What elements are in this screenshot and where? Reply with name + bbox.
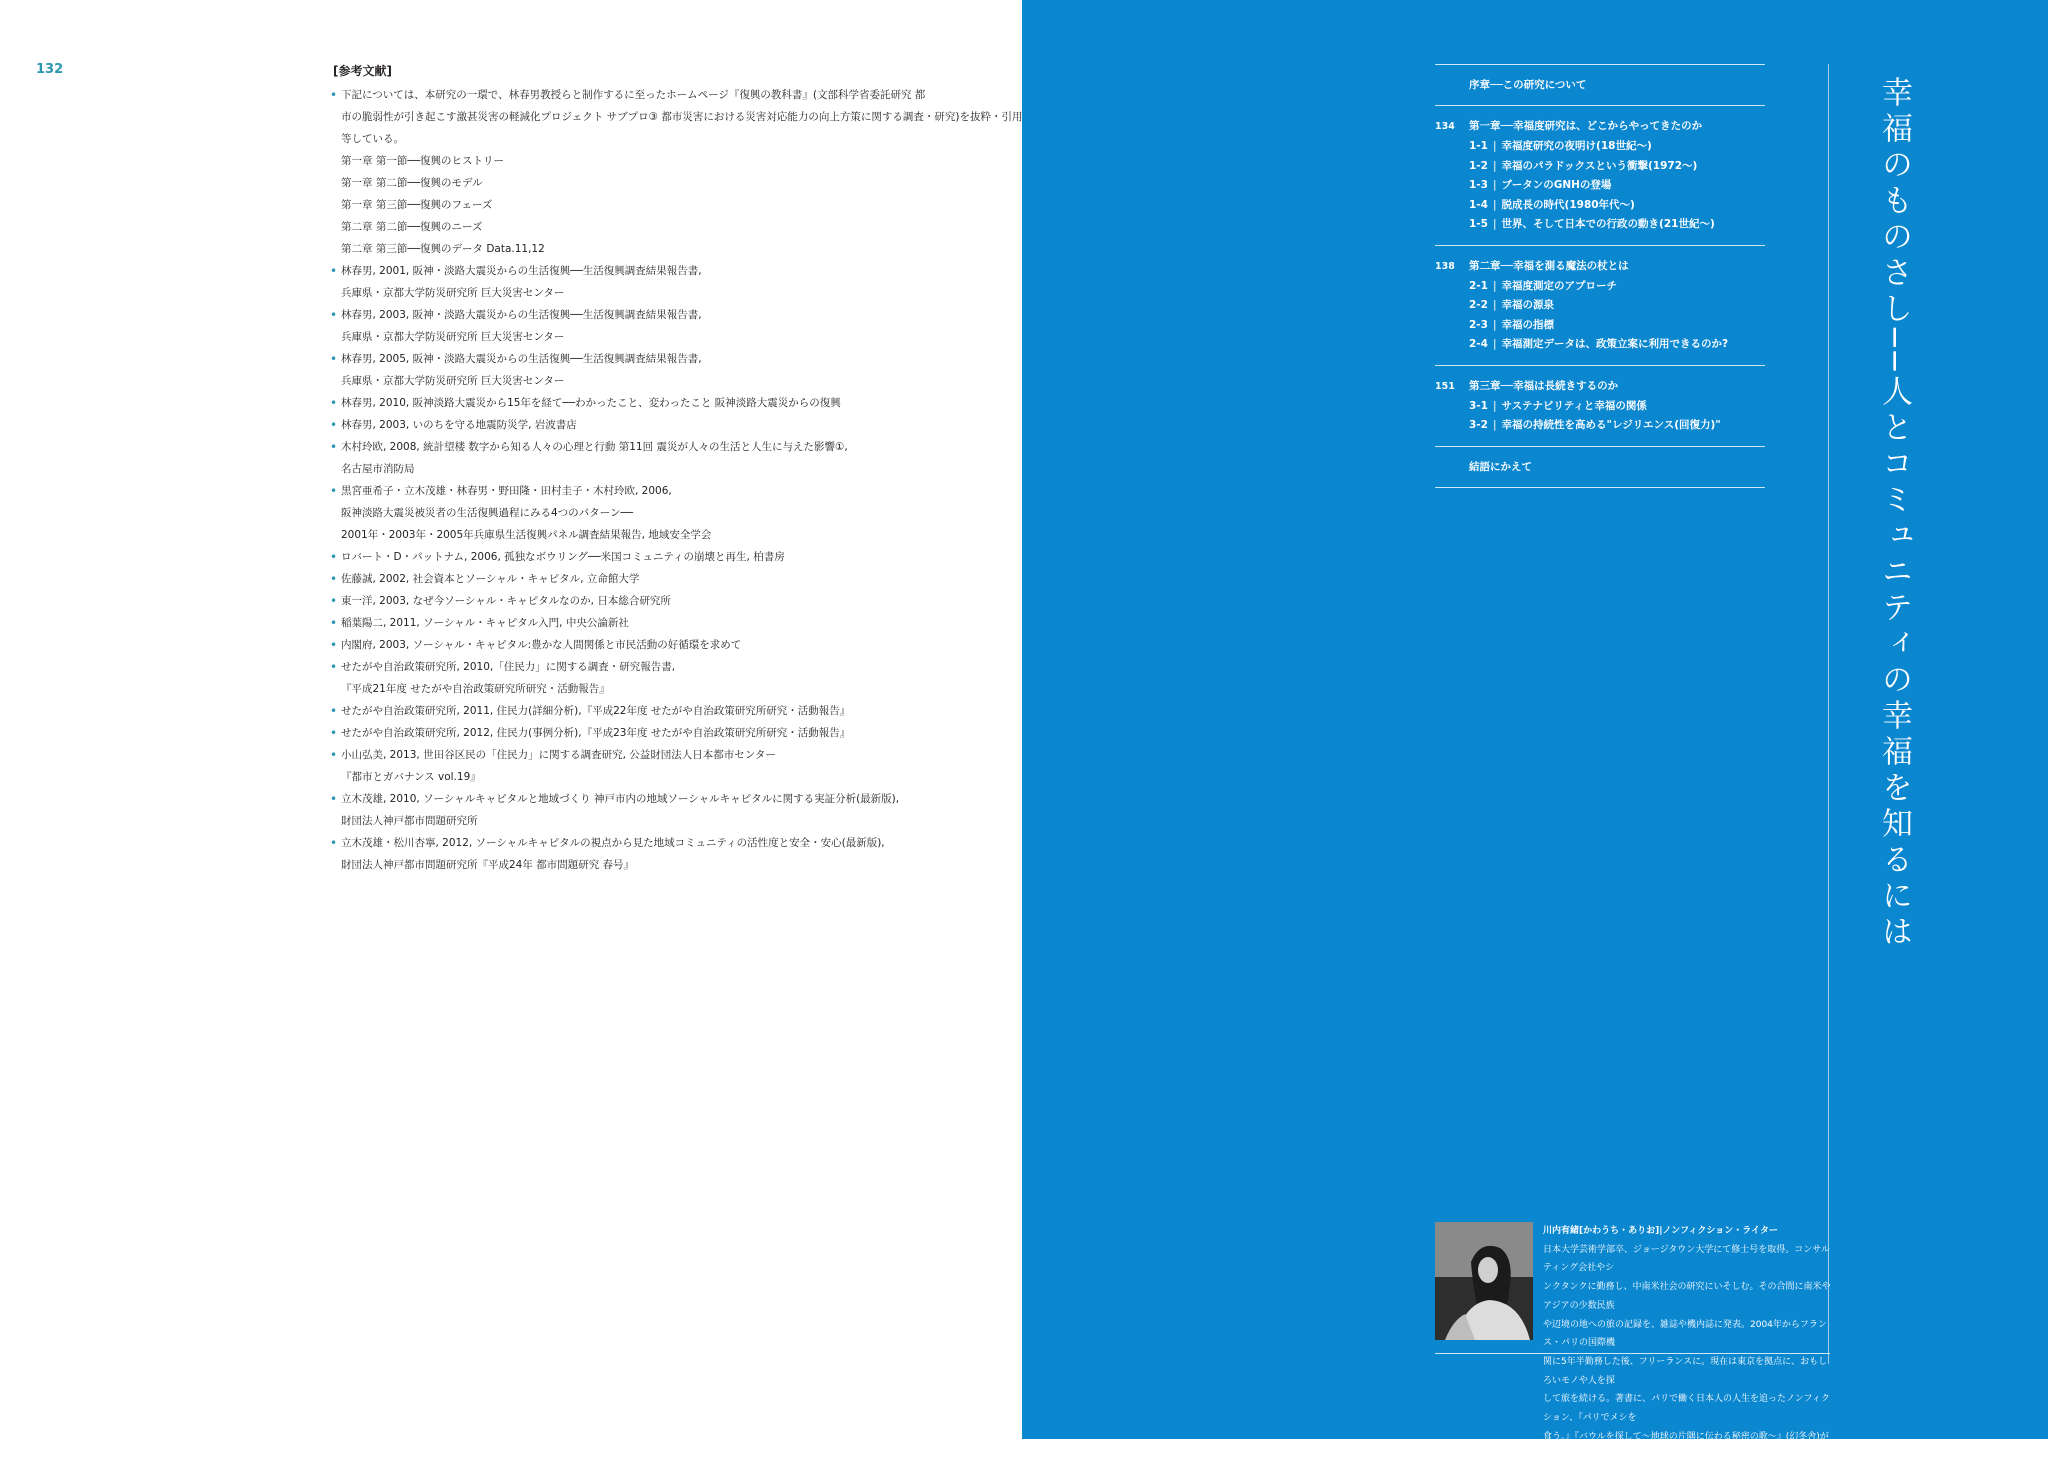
toc-subsection-number: 2-4 <box>1469 338 1488 350</box>
toc-chapter-title: 第一章──幸福度研究は、どこからやってきたのか <box>1469 120 1703 132</box>
reference-line: 阪神淡路大震災被災者の生活復興過程にみる4つのパターン── <box>341 507 634 519</box>
reference-item <box>333 656 973 700</box>
reference-item <box>333 722 973 744</box>
reference-line: 第一章 第三節──復興のフェーズ <box>341 199 493 211</box>
author-bio-line: ンクタンクに勤務し、中南米社会の研究にいそしむ。その合間に南米やアジアの少数民族 <box>1543 1282 1831 1311</box>
author-text <box>1543 1222 1833 1465</box>
book-title-vertical: 幸福のものさし──人とコミュニティの幸福を知るには <box>1876 76 1912 952</box>
author-bio-line: 食う。』『バウルを探して〜地球の片隅に伝わる秘密の歌〜』(幻冬舎)がある。 <box>1543 1431 1829 1461</box>
reference-line: 兵庫県・京都大学防災研究所 巨大災害センター <box>341 375 565 387</box>
reference-line: 『都市とガバナンス vol.19』 <box>341 771 481 783</box>
reference-line: • 稲葉陽二, 2011, ソーシャル・キャピタル入門, 中央公論新社 <box>341 617 629 629</box>
toc-section <box>1435 447 1765 487</box>
reference-item <box>333 216 973 238</box>
reference-line: • せたがや自治政策研究所, 2012, 住民力(事例分析),『平成23年度 せたがや自治政策研究所研究・活動報告』 <box>341 727 851 739</box>
author-bio-line: して旅を続ける。著書に、パリで働く日本人の人生を追ったノンフィクション、『パリでメシを <box>1543 1394 1830 1424</box>
reference-item <box>333 304 973 348</box>
toc-chapter <box>1435 376 1765 397</box>
reference-line: 第二章 第三節──復興のデータ Data.11,12 <box>341 243 545 255</box>
toc-subsection-number: 2-3 <box>1469 318 1488 331</box>
toc-subsection-number: 1-4 <box>1469 198 1488 211</box>
reference-item <box>333 194 973 216</box>
table-of-contents <box>1435 64 1765 488</box>
reference-line: • 佐藤誠, 2002, 社会資本とソーシャル・キャピタル, 立命館大学 <box>341 573 640 585</box>
reference-item <box>333 84 1023 150</box>
toc-rule <box>1435 487 1765 488</box>
toc-subsection-number: 1-5 <box>1469 218 1488 230</box>
reference-item <box>333 546 973 568</box>
toc-subsection-number: 1-1 <box>1469 140 1488 152</box>
reference-item <box>333 480 973 546</box>
reference-line: 市の脆弱性が引き起こす激甚災害の軽減化プロジェクト サブプロ③ 都市災害における災害対応能力の向上方策に関する調査・研究)を抜粋・引用 <box>341 111 1023 123</box>
author-bio-line: や辺境の地への旅の記録を、雑誌や機内誌に発表。2004年からフランス・パリの国際機 <box>1543 1319 1827 1349</box>
toc-subsection-title: 幸福度測定のアプローチ <box>1501 279 1618 292</box>
reference-item <box>333 436 973 480</box>
reference-item <box>333 832 973 876</box>
reference-item <box>333 700 973 722</box>
toc-separator: | <box>1492 279 1497 292</box>
reference-line: 第二章 第二節──復興のニーズ <box>341 221 483 233</box>
reference-line: • 立木茂雄, 2010, ソーシャルキャピタルと地域づくり 神戸市内の地域ソーシャルキャピタルに関する実証分析(最新版), <box>341 793 900 805</box>
toc-chapter-page: 138 <box>1435 260 1455 272</box>
toc-separator: | <box>1492 338 1497 350</box>
author-bio-line: 日本大学芸術学部卒、ジョージタウン大学にて修士号を取得。コンサルティング会社やシ <box>1543 1244 1830 1274</box>
toc-subsection-title: 幸福測定データは、政策立案に利用できるのか? <box>1501 338 1729 350</box>
toc-separator: | <box>1492 159 1497 172</box>
reference-item <box>333 238 973 260</box>
toc-section <box>1435 246 1765 365</box>
reference-line: • 林春男, 2001, 阪神・淡路大震災からの生活復興──生活復興調査結果報告書, <box>341 265 702 277</box>
reference-line: • せたがや自治政策研究所, 2011, 住民力(詳細分析),『平成22年度 せたがや自治政策研究所研究・活動報告』 <box>341 705 851 717</box>
page-number: 132 <box>36 62 64 77</box>
reference-item <box>333 414 973 436</box>
toc-subsection <box>1435 157 1765 177</box>
reference-line: • 立木茂雄・松川杏寧, 2012, ソーシャルキャピタルの視点から見た地域コミュニティの活性度と安全・安心(最新版), <box>341 837 885 849</box>
reference-item <box>333 150 973 172</box>
reference-line: • せたがや自治政策研究所, 2010,「住民力」に関する調査・研究報告書, <box>341 661 676 673</box>
toc-subsection-title: 幸福のパラドックスという衝撃(1972〜) <box>1501 159 1698 172</box>
toc-subsection-title: 脱成長の時代(1980年代〜) <box>1501 198 1635 211</box>
reference-item <box>333 744 973 788</box>
vertical-divider <box>1828 64 1829 1364</box>
toc-section <box>1435 65 1765 105</box>
toc-subsection-title: 幸福の指標 <box>1501 318 1555 331</box>
toc-subsection <box>1435 416 1765 436</box>
reference-item <box>333 260 973 304</box>
reference-item <box>333 568 973 590</box>
toc-chapter-page: 151 <box>1435 380 1455 392</box>
reference-list <box>333 84 1023 876</box>
reference-line: 名古屋市消防局 <box>341 463 415 475</box>
toc-subsection <box>1435 316 1765 336</box>
reference-line: 『平成21年度 せたがや自治政策研究所研究・活動報告』 <box>341 683 610 695</box>
toc-subsection-number: 1-2 <box>1469 159 1488 172</box>
reference-line: • 内閣府, 2003, ソーシャル・キャピタル:豊かな人間関係と市民活動の好循環を求めて <box>341 639 742 651</box>
reference-line: • 林春男, 2003, いのちを守る地震防災学, 岩波書店 <box>341 419 577 431</box>
toc-subsection-number: 2-2 <box>1469 299 1488 311</box>
reference-line: • 林春男, 2005, 阪神・淡路大震災からの生活復興──生活復興調査結果報告書, <box>341 353 702 365</box>
reference-line: 財団法人神戸都市問題研究所『平成24年 都市問題研究 春号』 <box>341 859 635 871</box>
reference-item <box>333 634 973 656</box>
toc-chapter-title: 第二章──幸福を測る魔法の杖とは <box>1469 259 1629 272</box>
reference-line: 兵庫県・京都大学防災研究所 巨大災害センター <box>341 331 565 343</box>
toc-subsection-title: 幸福度研究の夜明け(18世紀〜) <box>1501 140 1652 152</box>
reference-line: • 木村玲欧, 2008, 統計望楼 数字から知る人々の心理と行動 第11回 震災が人々の生活と人生に与えた影響①, <box>341 441 848 453</box>
toc-separator: | <box>1492 399 1497 412</box>
toc-chapter <box>1435 457 1765 477</box>
reference-line: 財団法人神戸都市問題研究所 <box>341 815 478 827</box>
reference-line: 2001年・2003年・2005年兵庫県生活復興パネル調査結果報告, 地域安全学会 <box>341 529 712 541</box>
toc-subsection <box>1435 277 1765 297</box>
toc-section <box>1435 366 1765 446</box>
reference-item <box>333 172 973 194</box>
toc-separator: | <box>1492 419 1497 431</box>
toc-separator: | <box>1492 140 1497 152</box>
toc-subsection-title: 幸福の源泉 <box>1501 299 1555 311</box>
toc-subsection <box>1435 296 1765 316</box>
toc-chapter-title: 結語にかえて <box>1469 460 1532 473</box>
reference-item <box>333 612 973 634</box>
toc-separator: | <box>1492 179 1497 191</box>
reference-line: • 東一洋, 2003, なぜ今ソーシャル・キャピタルなのか, 日本総合研究所 <box>341 595 671 607</box>
toc-subsection-title: 世界、そして日本での行政の動き(21世紀〜) <box>1501 218 1715 230</box>
toc-chapter <box>1435 256 1765 277</box>
toc-chapter-title: 第三章──幸福は長続きするのか <box>1469 379 1619 392</box>
references-section <box>333 60 1023 876</box>
reference-line: • 黒宮亜希子・立木茂雄・林春男・野田隆・田村圭子・木村玲欧, 2006, <box>341 485 672 497</box>
reference-line: • ロバート・D・パットナム, 2006, 孤独なボウリング──米国コミュニティの崩壊と再生, 柏書房 <box>341 551 785 563</box>
left-page <box>0 0 1022 1439</box>
toc-subsection-number: 3-2 <box>1469 419 1488 431</box>
author-photo-image <box>1435 1222 1533 1340</box>
reference-line: • 下記については、本研究の一環で、林春男教授らと制作するに至ったホームページ『復興の教科書』(文部科学省委託研究 都 <box>341 89 926 101</box>
reference-item <box>333 392 973 414</box>
toc-subsection-title: ブータンのGNHの登場 <box>1501 179 1612 191</box>
toc-subsection-number: 1-3 <box>1469 179 1488 191</box>
toc-subsection-number: 2-1 <box>1469 279 1488 292</box>
toc-section <box>1435 106 1765 245</box>
toc-subsection-title: サステナビリティと幸福の関係 <box>1501 399 1647 412</box>
reference-line: 等している。 <box>341 133 404 145</box>
toc-subsection <box>1435 397 1765 417</box>
author-name: 川内有緒[かわうち・ありお]|ノンフィクション・ライター <box>1543 1226 1778 1236</box>
reference-item <box>333 348 973 392</box>
toc-separator: | <box>1492 198 1497 211</box>
toc-subsection <box>1435 215 1765 235</box>
toc-separator: | <box>1492 299 1497 311</box>
toc-subsection <box>1435 137 1765 157</box>
reference-item <box>333 590 973 612</box>
toc-chapter-page: 134 <box>1435 121 1455 132</box>
reference-line: • 林春男, 2003, 阪神・淡路大震災からの生活復興──生活復興調査結果報告書, <box>341 309 702 321</box>
author-bio-line: 関に5年半勤務した後、フリーランスに。現在は東京を拠点に、おもしろいモノや人を探 <box>1543 1356 1828 1386</box>
toc-subsection <box>1435 335 1765 355</box>
author-bottom-rule <box>1435 1353 1830 1354</box>
reference-line: 第一章 第二節──復興のモデル <box>341 177 483 189</box>
reference-line: 第一章 第一節──復興のヒストリー <box>341 155 504 167</box>
toc-chapter <box>1435 116 1765 137</box>
toc-subsection <box>1435 196 1765 216</box>
toc-separator: | <box>1492 318 1497 331</box>
references-heading: [参考文献] <box>333 64 392 78</box>
toc-separator: | <box>1492 218 1497 230</box>
reference-line: • 小山弘美, 2013, 世田谷区民の「住民力」に関する調査研究, 公益財団法人日本都市センター <box>341 749 776 761</box>
author-photo <box>1435 1222 1533 1340</box>
toc-subsection-title: 幸福の持続性を高める"レジリエンス(回復力)" <box>1501 419 1721 431</box>
reference-line: • 林春男, 2010, 阪神淡路大震災から15年を経て──わかったこと、変わったこと 阪神淡路大震災からの復興 <box>341 397 841 409</box>
toc-chapter <box>1435 75 1765 95</box>
reference-line: 兵庫県・京都大学防災研究所 巨大災害センター <box>341 287 565 299</box>
toc-subsection <box>1435 176 1765 196</box>
toc-chapter-title: 序章──この研究について <box>1469 79 1587 91</box>
toc-subsection-number: 3-1 <box>1469 399 1488 412</box>
reference-item <box>333 788 973 832</box>
